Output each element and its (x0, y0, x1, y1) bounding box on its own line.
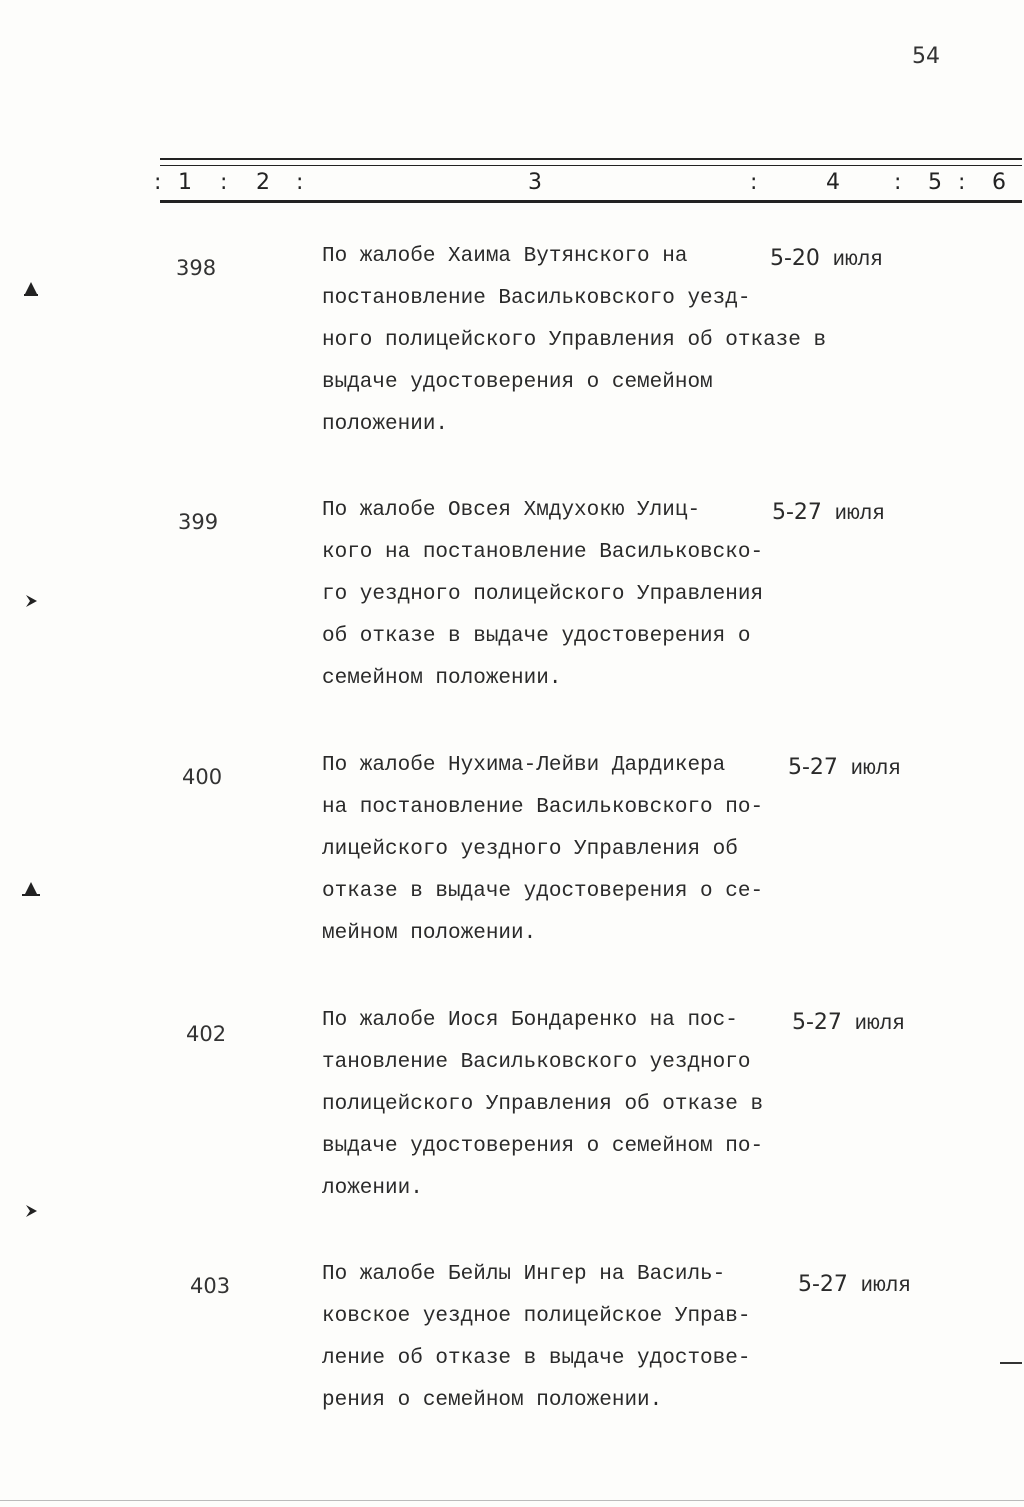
punch-hole-icon (22, 1202, 40, 1220)
column-separator: : (154, 170, 162, 195)
column-separator: : (750, 170, 758, 195)
entry-date (772, 500, 885, 526)
header-rule-top (160, 158, 1022, 160)
entry-number: 402 (186, 1022, 227, 1046)
header-rule-bottom (160, 200, 1022, 203)
entry-date-range: 5-27 (772, 500, 822, 525)
entry-number: 400 (182, 765, 223, 789)
column-header-1: 1 (178, 170, 192, 195)
column-separator: : (958, 170, 966, 195)
entry-text: По жалобе Бейлы Ингер на Василь- ковское уездное полицейское Управ- ление об отказе в выдаче удостове- рения о семейном положении. (322, 1263, 751, 1412)
column-header-5: 5 (928, 170, 942, 195)
punch-hole-icon (22, 280, 40, 298)
column-separator: : (220, 170, 228, 195)
column-header-3: 3 (528, 170, 542, 195)
column-separator: : (296, 170, 304, 195)
entry-text: По жалобе Хаима Вутянского на постановление Васильковского уезд- ного полицейского Управления об отказе в выдаче удостоверения о семейном положении. (322, 245, 827, 436)
entry-date-month: июля (850, 758, 901, 781)
column-header-2: 2 (256, 170, 270, 195)
entry-date (770, 246, 883, 272)
entry-text: По жалобе Овсея Хмдухокю Улиц- кого на постановление Васильковско- го уездного полицейского Управления об отказе в выдаче удостоверения о семейном положении. (322, 499, 764, 690)
column-header-6: 6 (992, 170, 1006, 195)
column-header-4: 4 (826, 170, 840, 195)
entry-date (798, 1272, 911, 1298)
entry-number: 399 (178, 510, 219, 534)
punch-hole-icon (22, 592, 40, 610)
page-bottom-edge (0, 1500, 1024, 1501)
entry-date (792, 1010, 905, 1036)
entry-date-month: июля (860, 1275, 911, 1298)
entry-number: 403 (190, 1274, 231, 1298)
entry-date-range: 5-27 (788, 755, 838, 780)
entry-date-month: июля (834, 503, 885, 526)
entry-date-range: 5-27 (792, 1010, 842, 1035)
entry-date-range: 5-20 (770, 246, 820, 271)
entry-text: По жалобе Иося Бондаренко на пос- тановление Васильковского уездного полицейского Управления об отказе в выдаче удостоверения о семейном по- ложении. (322, 1009, 764, 1200)
column-separator: : (894, 170, 902, 195)
page-number: 54 (912, 44, 940, 69)
punch-hole-icon (22, 880, 40, 898)
entry-text: По жалобе Нухима-Лейви Дардикера на постановление Васильковского по- лицейского уездного Управления об отказе в выдаче удостоверения о се- мейном положении. (322, 754, 764, 945)
table-header (150, 166, 1020, 200)
margin-dash (1000, 1362, 1022, 1364)
entry-date-range: 5-27 (798, 1272, 848, 1297)
entry-date (788, 755, 901, 781)
entry-number: 398 (176, 256, 217, 280)
entry-date-month: июля (854, 1013, 905, 1036)
entry-date-month: июля (832, 249, 883, 272)
